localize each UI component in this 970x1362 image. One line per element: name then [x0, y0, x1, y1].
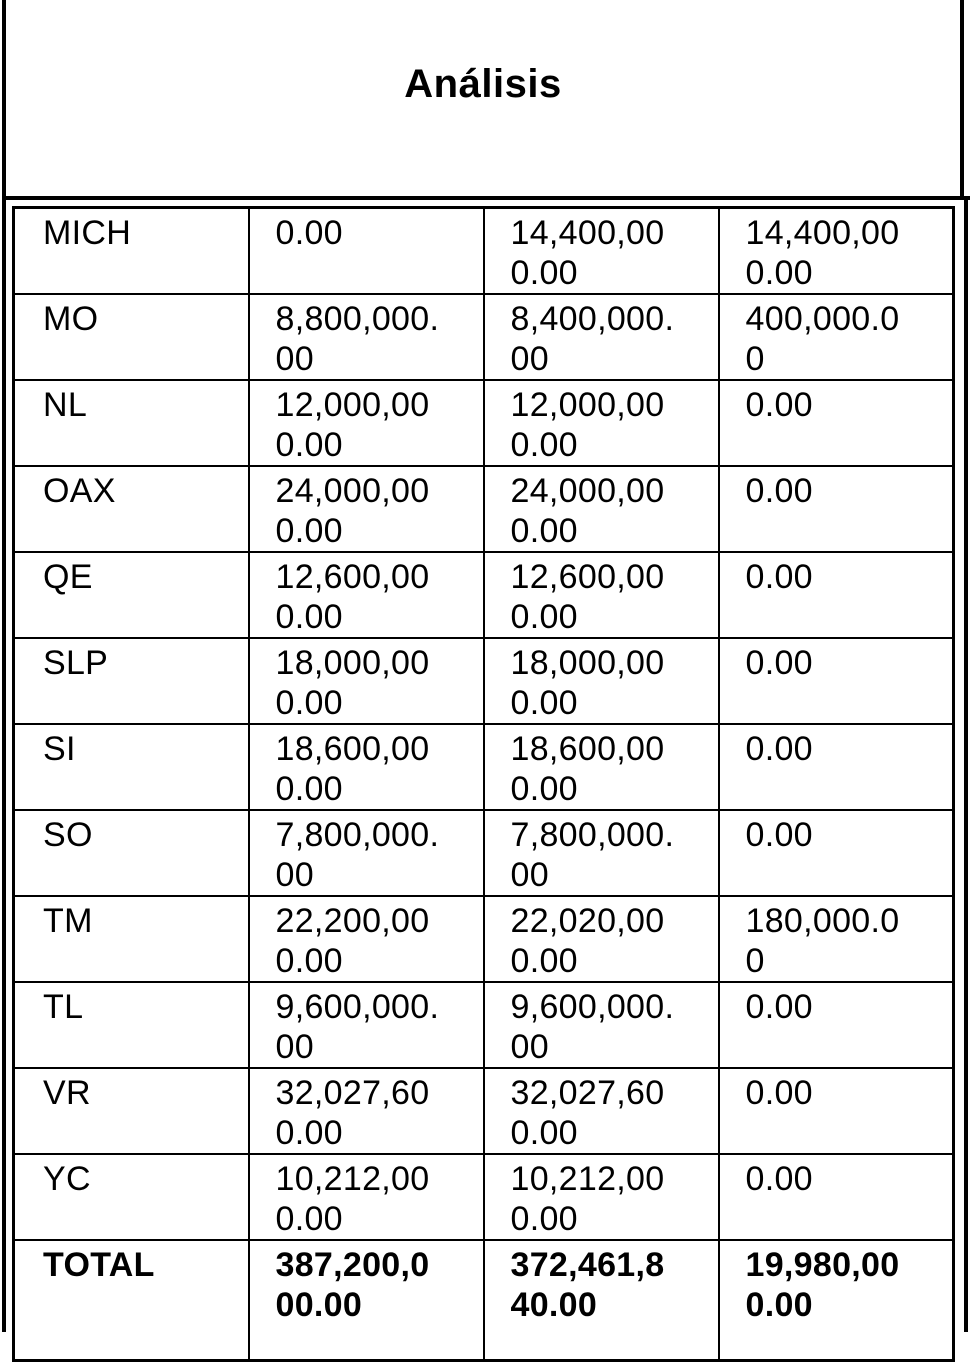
cell-value: 0.00	[745, 730, 813, 768]
cell-col3	[719, 982, 954, 1068]
row-label: VR	[14, 1068, 249, 1154]
cell-col2	[484, 552, 719, 638]
row-label: OAX	[14, 466, 249, 552]
table-row	[14, 466, 954, 552]
cell-col1	[249, 380, 484, 466]
cell-value: 400,000.00	[745, 300, 900, 378]
cell-col1	[249, 724, 484, 810]
cell-value: 7,800,000.00	[510, 816, 675, 894]
cell-value: 7,800,000.00	[275, 816, 440, 894]
total-col2	[484, 1240, 719, 1360]
table-row	[14, 810, 954, 896]
cell-value: 0.00	[745, 1160, 813, 1198]
cell-col3	[719, 552, 954, 638]
cell-value: 8,400,000.00	[510, 300, 675, 378]
cell-value: 18,600,000.00	[510, 730, 665, 808]
cell-value: 0.00	[745, 988, 813, 1026]
analysis-table-wrapper	[12, 206, 955, 1362]
table-row	[14, 896, 954, 982]
table-row	[14, 208, 954, 295]
cell-col2	[484, 982, 719, 1068]
table-row	[14, 982, 954, 1068]
row-label: SO	[14, 810, 249, 896]
row-label: QE	[14, 552, 249, 638]
header-box	[2, 0, 964, 196]
cell-value: 0.00	[745, 816, 813, 854]
total-value: 19,980,000.00	[745, 1246, 900, 1324]
row-label: SLP	[14, 638, 249, 724]
cell-value: 0.00	[745, 1074, 813, 1112]
row-label: YC	[14, 1154, 249, 1240]
cell-value: 12,600,000.00	[510, 558, 665, 636]
cell-col3	[719, 1154, 954, 1240]
cell-col3	[719, 466, 954, 552]
cell-col2	[484, 380, 719, 466]
cell-col2	[484, 208, 719, 295]
cell-value: 0.00	[745, 644, 813, 682]
cell-value: 10,212,000.00	[275, 1160, 430, 1238]
cell-col2	[484, 810, 719, 896]
table-body	[14, 208, 954, 1361]
row-label: TL	[14, 982, 249, 1068]
cell-col1	[249, 1154, 484, 1240]
total-value: 372,461,840.00	[510, 1246, 665, 1324]
page-title: Análisis	[404, 62, 562, 106]
cell-col2	[484, 1154, 719, 1240]
cell-col2	[484, 724, 719, 810]
cell-value: 18,000,000.00	[510, 644, 665, 722]
cell-col3	[719, 294, 954, 380]
cell-value: 24,000,000.00	[510, 472, 665, 550]
cell-col1	[249, 466, 484, 552]
cell-value: 12,000,000.00	[510, 386, 665, 464]
cell-col3	[719, 380, 954, 466]
table-row	[14, 724, 954, 810]
total-value: 387,200,000.00	[275, 1246, 430, 1324]
total-row	[14, 1240, 954, 1360]
cell-value: 0.00	[745, 472, 813, 510]
analysis-table	[12, 206, 955, 1362]
cell-value: 0.00	[745, 386, 813, 424]
table-row	[14, 1154, 954, 1240]
cell-col2	[484, 294, 719, 380]
cell-value: 32,027,600.00	[510, 1074, 665, 1152]
cell-col1	[249, 810, 484, 896]
cell-col1	[249, 638, 484, 724]
cell-value: 32,027,600.00	[275, 1074, 430, 1152]
table-row	[14, 552, 954, 638]
cell-value: 22,200,000.00	[275, 902, 430, 980]
cell-col3	[719, 638, 954, 724]
table-row	[14, 294, 954, 380]
cell-col1	[249, 294, 484, 380]
cell-value: 180,000.00	[745, 902, 900, 980]
cell-col3	[719, 810, 954, 896]
total-col3	[719, 1240, 954, 1360]
cell-value: 22,020,000.00	[510, 902, 665, 980]
cell-col1	[249, 208, 484, 295]
cell-value: 0.00	[745, 558, 813, 596]
cell-col3	[719, 724, 954, 810]
cell-value: 12,000,000.00	[275, 386, 430, 464]
cell-value: 9,600,000.00	[275, 988, 440, 1066]
cell-value: 12,600,000.00	[275, 558, 430, 636]
cell-value: 14,400,000.00	[745, 214, 900, 292]
cell-col3	[719, 208, 954, 295]
cell-value: 10,212,000.00	[510, 1160, 665, 1238]
cell-value: 18,600,000.00	[275, 730, 430, 808]
cell-value: 18,000,000.00	[275, 644, 430, 722]
cell-col3	[719, 896, 954, 982]
table-row	[14, 380, 954, 466]
cell-value: 8,800,000.00	[275, 300, 440, 378]
total-label: TOTAL	[14, 1240, 249, 1360]
cell-value: 0.00	[275, 214, 343, 252]
cell-col1	[249, 1068, 484, 1154]
cell-col2	[484, 466, 719, 552]
cell-value: 24,000,000.00	[275, 472, 430, 550]
row-label: SI	[14, 724, 249, 810]
table-row	[14, 638, 954, 724]
row-label: NL	[14, 380, 249, 466]
row-label: MO	[14, 294, 249, 380]
row-label: TM	[14, 896, 249, 982]
cell-col2	[484, 638, 719, 724]
cell-value: 9,600,000.00	[510, 988, 675, 1066]
cell-col1	[249, 982, 484, 1068]
cell-col3	[719, 1068, 954, 1154]
cell-col1	[249, 552, 484, 638]
cell-col1	[249, 896, 484, 982]
cell-value: 14,400,000.00	[510, 214, 665, 292]
table-row	[14, 1068, 954, 1154]
row-label: MICH	[14, 208, 249, 295]
cell-col2	[484, 1068, 719, 1154]
total-col1	[249, 1240, 484, 1360]
cell-col2	[484, 896, 719, 982]
